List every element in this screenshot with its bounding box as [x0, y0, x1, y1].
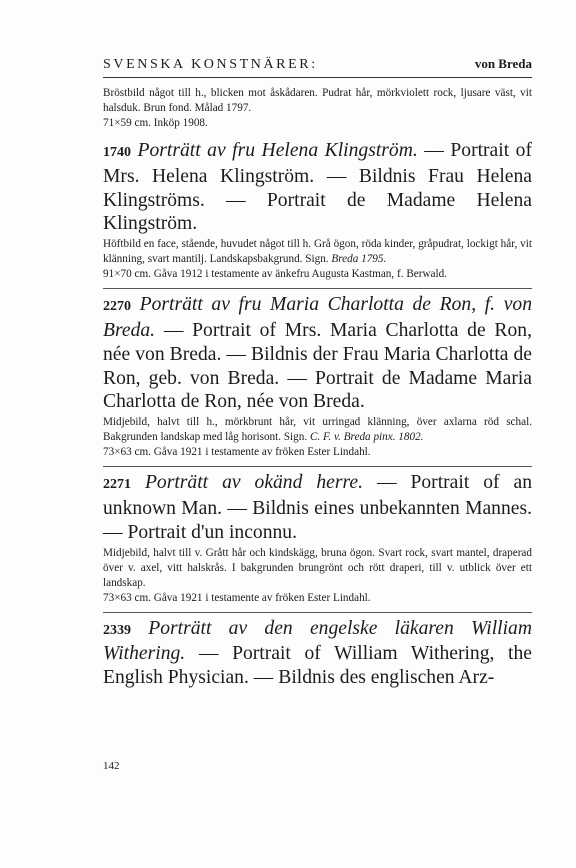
entry-measurements: 73×63 cm. Gåva 1921 i testamente av fröken Ester Lindahl. [103, 446, 371, 459]
header-section-title: SVENSKA KONSTNÄRER: [103, 57, 318, 72]
entry-description-text: Höftbild en face, stående, huvudet något till h. Grå ögon, röda kinder, gråpudrat, lockigt hår, vit klänning, svart mantilj. Landskapsbakgrund. Sign. [103, 238, 532, 266]
continuation-measurements: 71×59 cm. Inköp 1908. [103, 117, 208, 129]
catalog-entry-2339 [103, 617, 532, 690]
catalog-page [103, 56, 532, 691]
catalog-entry-2270 [103, 293, 532, 460]
entry-title [103, 293, 532, 414]
entry-title [103, 617, 532, 690]
entry-description [103, 237, 532, 267]
continuation-description: Bröstbild något till h., blicken mot åskådaren. Pudrat hår, mörkviolett rock, ljusare väst, vit halsduk. Brun fond. Målad 1797. [103, 87, 532, 114]
entry-title [103, 471, 532, 544]
entry-number: 2271 [103, 477, 131, 493]
entry-title [103, 139, 532, 236]
entry-title-translations: — Portrait of Mrs. Maria Charlotta de Ron, née von Breda. — Bildnis der Frau Maria Charlotta de Ron, geb. von Breda. — Portrait de Madame Maria Charlotta de Ron, née von Breda. [103, 319, 532, 413]
entry-number: 1740 [103, 145, 131, 160]
catalog-entry-2271 [103, 471, 532, 605]
entry-number: 2270 [103, 299, 131, 315]
page-number: 142 [103, 760, 120, 772]
entry-title-swedish: Porträtt av den engelske läkaren William Withering. [103, 617, 532, 665]
header-artist-name: von Breda [474, 56, 532, 71]
entry-measurements: 91×70 cm. Gåva 1912 i testamente av änkefru Augusta Kastman, f. Berwald. [103, 268, 448, 281]
entry-title-swedish: Porträtt av fru Helena Klingström. [137, 140, 418, 161]
entry-divider [103, 288, 532, 289]
entry-measurements: 73×63 cm. Gåva 1921 i testamente av fröken Ester Lindahl. [103, 591, 371, 604]
catalog-entry-1740 [103, 139, 532, 282]
entry-description [103, 415, 532, 445]
entry-divider [103, 612, 532, 613]
entry-title-swedish: Porträtt av fru Maria Charlotta de Ron, f. von Breda. [103, 294, 532, 341]
entry-signature: C. F. v. Breda pinx. 1802. [309, 431, 424, 444]
entry-signature: Breda 1795. [331, 253, 387, 266]
entry-title-translations: — Portrait of Mrs. Helena Klingström. — Bildnis Frau Helena Klingströms. — Portrait de Madame Helena Klingström. [103, 140, 532, 235]
entry-description-text: Midjebild, halvt till h., mörkbrunt hår, vit urringad klänning, över axlarna röd schal. Bakgrunden landskap med låg horisont. Sign. [103, 416, 532, 444]
entry-divider [103, 466, 532, 467]
entry-title-translations: — Portrait of William Withering, the English Physician. — Bildnis des englischen Arz- [103, 643, 532, 689]
entry-description: Midjebild, halvt till v. Grått hår och kindskägg, bruna ögon. Svart rock, svart mantel, draperad över v. axel, vitt halskrås. I bakgrunden brungrönt och rött draperi, till v. utblick över ett landskap. [103, 546, 532, 589]
running-header [103, 56, 532, 78]
entry-title-translations: — Portrait of an unknown Man. — Bildnis eines unbekannten Mannes. — Portrait d'un inconnu. [103, 472, 532, 543]
entry-title-swedish: Porträtt av okänd herre. [144, 472, 363, 494]
entry-number: 2339 [103, 622, 131, 638]
